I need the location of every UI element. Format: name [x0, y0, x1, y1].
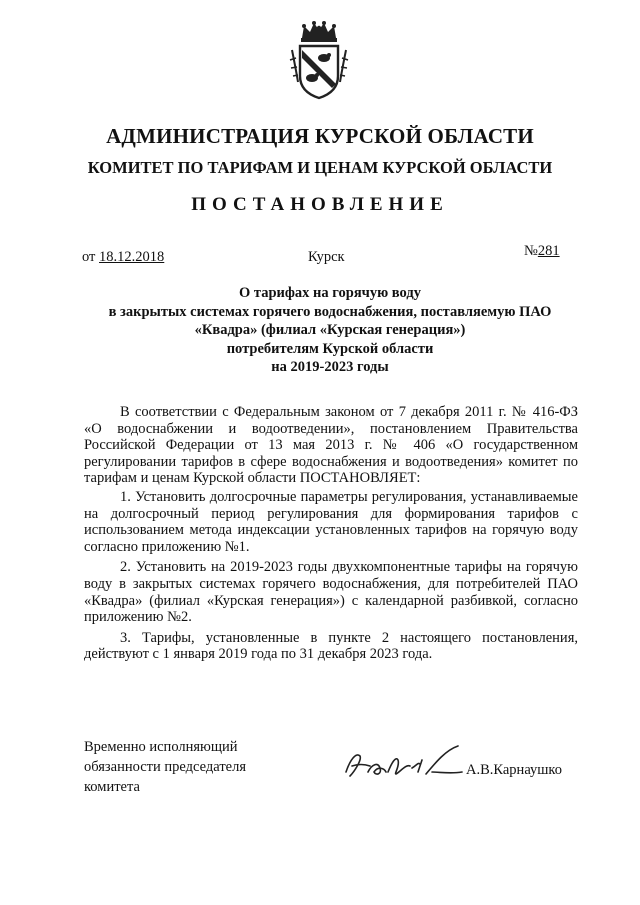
clause-2-paragraph: 2. Установить на 2019-2023 годы двухкомпонентные тарифы на горячую воду в закрытых системах горячего водоснабжения, для потребителей ПАО «Квадра» (филиал «Курская генерация») с календарной разбивкой, согласно приложению №2. [84, 559, 578, 626]
document-type-heading: ПОСТАНОВЛЕНИЕ [191, 194, 449, 215]
date-value: 18.12.2018 [99, 249, 165, 265]
position-line: обязанности председателя [84, 759, 246, 775]
coat-of-arms-icon [288, 20, 350, 100]
document-city: Курск [308, 249, 345, 265]
document-number: №281 [524, 243, 560, 259]
handwritten-signature-icon [340, 742, 465, 784]
signatory-position [84, 737, 246, 797]
document-body [84, 404, 578, 663]
signatory-name: А.В.Карнаушко [466, 762, 562, 778]
title-line: «Квадра» (филиал «Курская генерация») [194, 322, 466, 338]
administration-heading: АДМИНИСТРАЦИЯ КУРСКОЙ ОБЛАСТИ [106, 124, 534, 148]
preamble-paragraph: В соответствии с Федеральным законом от 7 декабря 2011 г. № 416-ФЗ «О водоснабжении и водоотведении», постановлением Правительства Российской Федерации от 13 мая 2013 г. № 406 «О государственном регулировании тарифов в сфере водоснабжения и водоотведения» комитет по тарифам и ценам Курской области ПОСТАНОВЛЯЕТ: [84, 404, 578, 487]
title-line: О тарифах на горячую воду [239, 285, 421, 301]
title-line: в закрытых системах горячего водоснабжения, поставляемую ПАО [108, 303, 552, 320]
committee-heading: КОМИТЕТ ПО ТАРИФАМ И ЦЕНАМ КУРСКОЙ ОБЛАСТИ [87, 158, 553, 177]
title-line: потребителям Курской области [226, 340, 434, 357]
position-line: комитета [84, 779, 140, 795]
title-line: на 2019-2023 годы [271, 359, 389, 375]
clause-1-paragraph: 1. Установить долгосрочные параметры регулирования, устанавливаемые на долгосрочный период регулирования для формирования тарифов с использованием метода индексации установленных тарифов на горячую воду согласно приложению №1. [84, 488, 578, 555]
position-line: Временно исполняющий [84, 739, 238, 755]
clause-3-paragraph: 3. Тарифы, установленные в пункте 2 настоящего постановления, действуют с 1 января 2019 года по 31 декабря 2023 года. [84, 629, 578, 663]
number-value: 281 [537, 243, 560, 259]
document-title [80, 284, 580, 377]
document-date: от 18.12.2018 [82, 249, 165, 265]
